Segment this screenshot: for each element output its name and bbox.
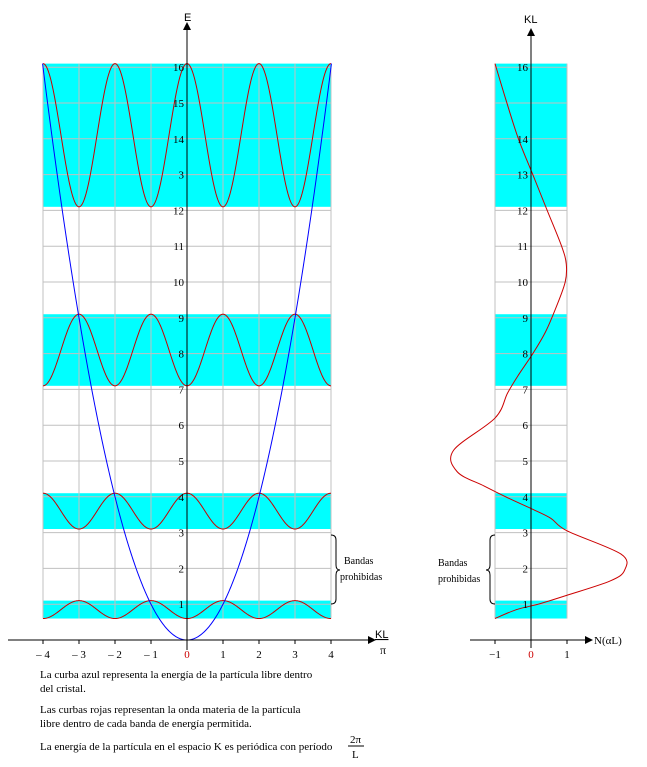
right-x-axis-arrow [585,636,593,644]
right-y-axis-arrow [527,28,535,36]
left-y-tick-label: 4 [178,491,184,504]
right-y-tick-label: 3 [522,527,528,540]
right-x-tick-labels [489,640,570,661]
note-blue-curve: La curba azul representa la energía de la partícula libre dentro del cristal. [40,669,313,695]
left-x-tick-label: 0 [184,649,190,661]
left-y-tick-label: 6 [178,420,184,433]
right-forbidden-label-1: Bandas [438,558,468,569]
right-y-tick-label: 1 [522,599,528,612]
left-forbidden-label-2: prohibidas [340,572,383,583]
left-x-tick-label: 1 [220,649,226,661]
right-forbidden-brace [486,535,495,604]
left-y-tick-label: 12 [173,205,184,218]
left-x-tick-label: – 3 [72,649,86,661]
right-y-tick-label: 14 [517,133,528,146]
period-denominator: L [352,749,359,761]
right-y-tick-label: 5 [522,456,528,468]
left-y-axis-label: E [184,12,192,24]
right-y-tick-label: 6 [522,420,528,433]
period-numerator: 2π [350,734,362,746]
left-x-axis-label-den: π [380,643,387,657]
right-x-tick-label: −1 [489,649,501,661]
right-y-tick-label: 2 [522,563,528,576]
right-forbidden-label-2: prohibidas [438,574,481,585]
left-y-tick-label: 3 [178,527,184,540]
left-x-tick-label: – 2 [108,649,122,661]
right-y-tick-label: 10 [517,277,528,289]
left-y-tick-label: 9 [178,312,184,325]
left-y-tick-label: 7 [178,384,184,397]
right-y-tick-label: 12 [517,205,528,218]
right-y-tick-label: 4 [522,491,528,504]
right-y-tick-label: 11 [517,241,528,254]
left-x-tick-label: 2 [256,649,262,661]
right-y-tick-label: 16 [517,62,528,75]
left-y-tick-label: 16 [173,62,184,75]
note-red-curves: Las curbas rojas representan la onda materia de la partícula libre dentro de cada banda de energía permitida. [40,704,301,730]
note-periodicity: La energía de la partícula en el espacio K es periódica con período [40,741,333,753]
left-x-tick-label: – 4 [36,649,50,661]
right-x-axis-label: N(αL) [594,635,622,647]
left-x-axis-label-num: KL [375,629,389,641]
left-forbidden-label-1: Bandas [344,556,374,567]
left-x-tick-label: 3 [292,649,298,661]
right-y-tick-label: 8 [522,348,528,361]
left-y-tick-label: 14 [173,133,184,146]
left-y-tick-label: 15 [173,98,184,110]
right-x-tick-label: 0 [528,649,534,661]
left-forbidden-brace [331,535,340,604]
right-y-tick-label: 13 [517,169,528,182]
right-y-axis-label: KL [524,14,538,26]
left-y-tick-label: 2 [178,563,184,576]
left-y-tick-label: 3 [178,169,184,182]
left-y-tick-label: 8 [178,348,184,361]
left-y-tick-label: 10 [173,277,184,289]
left-y-tick-label: 1 [178,599,184,612]
left-y-tick-label: 11 [173,241,184,254]
right-y-tick-label: 9 [522,312,528,325]
right-y-tick-label: 7 [522,384,528,397]
right-x-tick-label: 1 [564,649,570,661]
left-x-tick-label: 4 [328,649,334,661]
left-x-tick-labels [35,640,334,661]
left-y-tick-label: 5 [178,456,184,468]
left-x-tick-label: – 1 [144,649,158,661]
